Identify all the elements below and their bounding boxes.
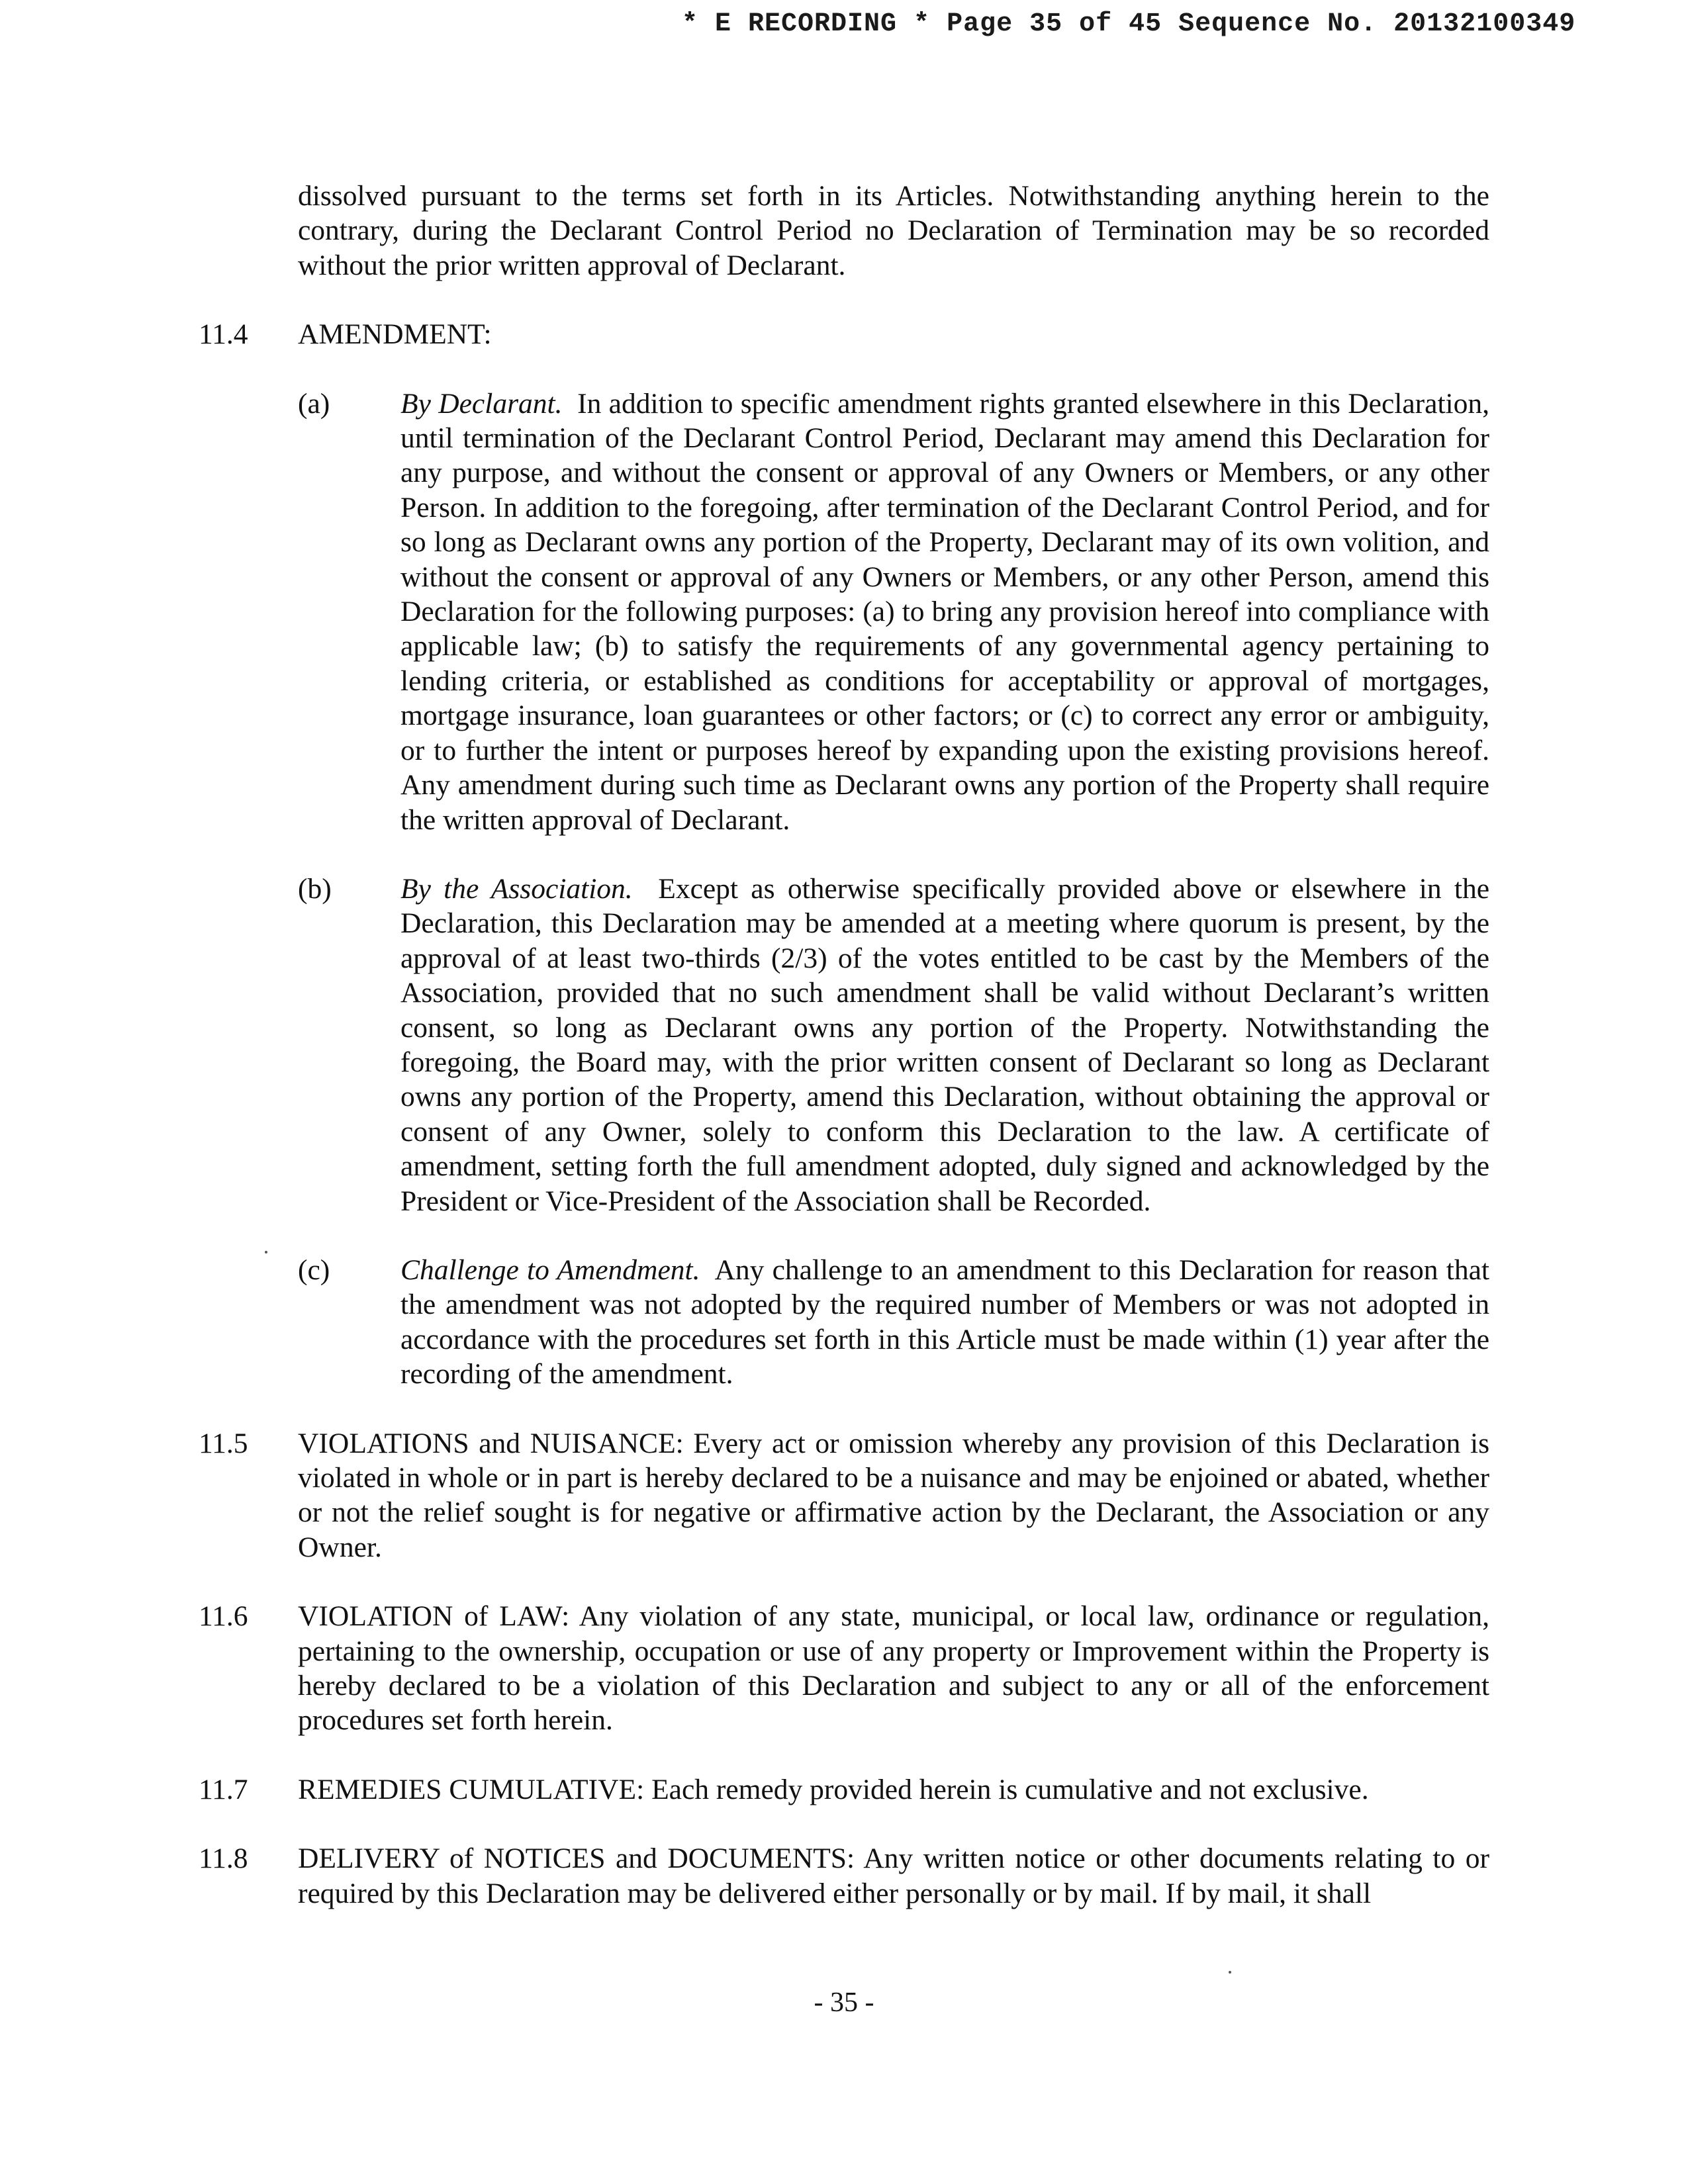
subsection-11-4-b <box>298 872 1489 1218</box>
subsection-title: By Declarant. <box>400 387 563 420</box>
subsection-title: By the Association. <box>400 872 633 905</box>
section-text: REMEDIES CUMULATIVE: Each remedy provided herein is cumulative and not exclusive. <box>298 1773 1369 1805</box>
subsection-text: Except as otherwise specifically provided above or elsewhere in the Declaration, this Declaration may be amended at a meeting where quorum is present, by the approval of at least two-thirds (2/3) of the votes entitled to be cast by the Members of the Association, provided that no such amendment shall be valid without Declarant’s written consent, so long as Declarant owns any portion of the Property. Notwithstanding the foregoing, the Board may, with the prior written consent of Declarant so long as Declarant owns any portion of the Property, amend this Declaration, without obtaining the approval or consent of any Owner, solely to conform this Declaration to the law. A certificate of amendment, setting forth the full amendment adopted, duly signed and acknowledged by the President or Vice-President of the Association shall be Recorded. <box>400 872 1490 1217</box>
section-text: DELIVERY of NOTICES and DOCUMENTS: Any written notice or other documents relating to or required by this Declaration may be delivered either personally or by mail. If by mail, it shall <box>298 1843 1489 1909</box>
section-number: 11.6 <box>199 1600 248 1633</box>
section-heading: AMENDMENT: <box>298 318 492 351</box>
section-number: 11.4 <box>199 318 248 351</box>
subsection-title: Challenge to Amendment. <box>400 1253 700 1286</box>
section-text: VIOLATION of LAW: Any violation of any state, municipal, or local law, ordinance or regulation, pertaining to the ownership, occupation or use of any property or Improvement within the Property is hereby declared to be a violation of this Declaration and subject to any or all of the enforcement procedures set forth herein. <box>298 1600 1489 1737</box>
scan-speck <box>265 1251 267 1253</box>
subsection-11-4-c <box>298 1253 1489 1392</box>
lead-paragraph: dissolved pursuant to the terms set forth in its Articles. Notwithstanding anything herein to the contrary, during the Declarant Control Period no Declaration of Termination may be so recorded without the prior written approval of Declarant. <box>298 180 1489 281</box>
subsection-letter: (b) <box>298 872 332 905</box>
page-number: - 35 - <box>814 1987 874 2018</box>
recording-header: * E RECORDING * Page 35 of 45 Sequence No. 20132100349 <box>682 9 1576 39</box>
section-text: VIOLATIONS and NUISANCE: Every act or omission whereby any provision of this Declaration is violated in whole or in part is hereby declared to be a nuisance and may be enjoined or abated, whether or not the relief sought is for negative or affirmative action by the Declarant, the Association or any Owner. <box>298 1427 1489 1563</box>
section-11-6 <box>0 1599 1688 1738</box>
scan-speck <box>1229 1971 1231 1974</box>
section-11-5 <box>0 1426 1688 1565</box>
document-body <box>0 179 1688 1911</box>
section-number: 11.7 <box>199 1773 248 1805</box>
section-number: 11.8 <box>199 1843 248 1875</box>
subsection-11-4-a <box>298 387 1489 837</box>
subsection-letter: (a) <box>298 387 330 420</box>
section-11-8 <box>0 1841 1688 1911</box>
section-11-7 <box>0 1772 1688 1807</box>
subsection-letter: (c) <box>298 1253 330 1286</box>
subsection-text: In addition to specific amendment rights granted elsewhere in this Declaration, until termination of the Declarant Control Period, Declarant may amend this Declaration for any purpose, and without the consent or approval of any Owners or Members, or any other Person. In addition to the foregoing, after termination of the Declarant Control Period, and for so long as Declarant owns any portion of the Property, Declarant may of its own volition, and without the consent or approval of any Owners or Members, or any other Person, amend this Declaration for the following purposes: (a) to bring any provision hereof into compliance with applicable law; (b) to satisfy the requirements of any governmental agency pertaining to lending criteria, or established as conditions for acceptability or approval of mortgages, mortgage insurance, loan guarantees or other factors; or (c) to correct any error or ambiguity, or to further the intent or purposes hereof by expanding upon the existing provisions hereof. Any amendment during such time as Declarant owns any portion of the Property shall require the written approval of Declarant. <box>400 387 1490 836</box>
section-number: 11.5 <box>199 1427 248 1459</box>
subsection-text: Any challenge to an amendment to this Declaration for reason that the amendment was not adopted by the required number of Members or was not adopted in accordance with the procedures set forth in this Article must be made within (1) year after the recording of the amendment. <box>400 1253 1489 1390</box>
section-11-4 <box>0 317 1688 351</box>
